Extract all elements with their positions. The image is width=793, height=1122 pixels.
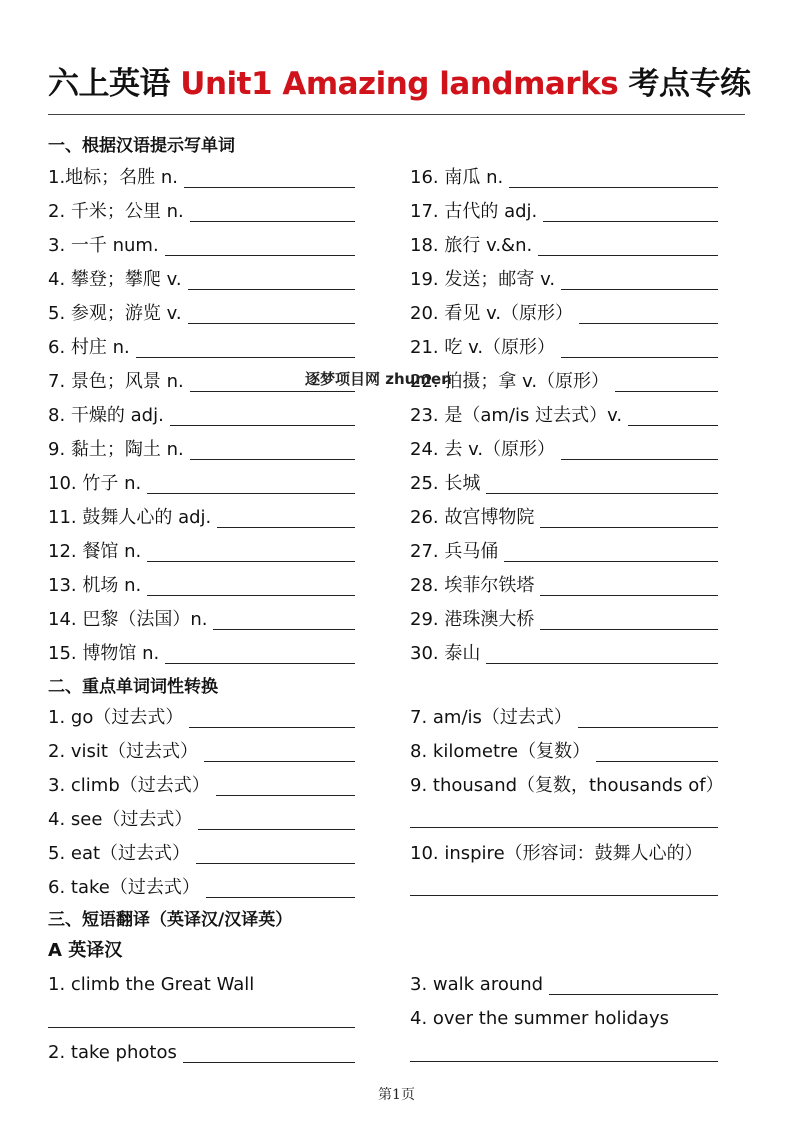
answer-blank[interactable] <box>190 203 355 222</box>
vocab-item-15: 15. 博物馆 n. <box>48 642 355 666</box>
answer-blank[interactable] <box>410 894 718 896</box>
answer-blank[interactable] <box>504 543 718 562</box>
worksheet-title <box>48 58 750 103</box>
answer-blank[interactable] <box>561 339 718 358</box>
vocab-item-29: 29. 港珠澳大桥 <box>410 608 718 632</box>
answer-blank[interactable] <box>48 1026 355 1028</box>
vocab-item-5: 5. 参观；游览 v. <box>48 302 355 326</box>
vocab-item-7: 7. 景色；风景 n. <box>48 370 355 394</box>
title-prefix: 六上英语 <box>48 66 181 102</box>
conversion-item-5: 5. eat（过去式） <box>48 842 355 866</box>
vocab-item-27: 27. 兵马俑 <box>410 540 718 564</box>
answer-blank[interactable] <box>217 509 355 528</box>
vocab-item-20: 20. 看见 v.（原形） <box>410 302 718 326</box>
conversion-item-1: 1. go（过去式） <box>48 706 355 730</box>
vocab-item-9: 9. 黏土；陶土 n. <box>48 438 355 462</box>
answer-blank[interactable] <box>540 509 718 528</box>
vocab-item-11: 11. 鼓舞人心的 adj. <box>48 506 355 530</box>
section3-heading: 三、短语翻译（英译汉/汉译英） <box>48 910 293 930</box>
vocab-item-23: 23. 是（am/is 过去式）v. <box>410 404 718 428</box>
answer-blank[interactable] <box>410 1060 718 1062</box>
answer-blank[interactable] <box>170 407 355 426</box>
vocab-item-19: 19. 发送；邮寄 v. <box>410 268 718 292</box>
vocab-item-6: 6. 村庄 n. <box>48 336 355 360</box>
answer-blank[interactable] <box>561 271 718 290</box>
answer-blank[interactable] <box>549 976 718 995</box>
answer-blank[interactable] <box>136 339 355 358</box>
phrase-item-3: 3. walk around <box>410 973 718 997</box>
answer-blank[interactable] <box>538 237 718 256</box>
phrase-item-4: 4. over the summer holidays <box>410 1008 669 1029</box>
vocab-item-17: 17. 古代的 adj. <box>410 200 718 224</box>
answer-blank[interactable] <box>184 169 355 188</box>
vocab-item-28: 28. 埃菲尔铁塔 <box>410 574 718 598</box>
subsection-a-heading: A 英译汉 <box>48 940 123 961</box>
answer-blank[interactable] <box>165 645 355 664</box>
answer-blank[interactable] <box>206 879 355 898</box>
answer-blank[interactable] <box>216 777 355 796</box>
answer-blank[interactable] <box>147 543 355 562</box>
answer-blank[interactable] <box>188 305 355 324</box>
vocab-item-25: 25. 长城 <box>410 472 718 496</box>
answer-blank[interactable] <box>578 709 718 728</box>
title-unit: Unit1 Amazing landmarks <box>180 66 619 102</box>
vocab-item-8: 8. 干燥的 adj. <box>48 404 355 428</box>
section1-heading: 一、根据汉语提示写单词 <box>48 136 235 156</box>
vocab-item-16: 16. 南瓜 n. <box>410 166 718 190</box>
answer-blank[interactable] <box>204 743 355 762</box>
answer-blank[interactable] <box>540 611 718 630</box>
answer-blank[interactable] <box>543 203 718 222</box>
phrase-item-2: 2. take photos <box>48 1041 355 1065</box>
conversion-item-7: 7. am/is（过去式） <box>410 706 718 730</box>
answer-blank[interactable] <box>165 237 355 256</box>
answer-blank[interactable] <box>540 577 718 596</box>
answer-blank[interactable] <box>486 645 718 664</box>
conversion-item-2: 2. visit（过去式） <box>48 740 355 764</box>
vocab-item-13: 13. 机场 n. <box>48 574 355 598</box>
answer-blank[interactable] <box>198 811 355 830</box>
conversion-item-9: 9. thousand（复数，thousands of） <box>410 775 724 796</box>
answer-blank[interactable] <box>615 373 718 392</box>
vocab-item-4: 4. 攀登；攀爬 v. <box>48 268 355 292</box>
section2-heading: 二、重点单词词性转换 <box>48 677 218 697</box>
answer-blank[interactable] <box>196 845 355 864</box>
watermark-text: 逐梦项目网 zhumen <box>305 370 452 388</box>
answer-blank[interactable] <box>628 407 718 426</box>
answer-blank[interactable] <box>183 1044 355 1063</box>
answer-blank[interactable] <box>147 475 355 494</box>
answer-blank[interactable] <box>509 169 718 188</box>
conversion-item-6: 6. take（过去式） <box>48 876 355 900</box>
conversion-item-10: 10. inspire（形容词：鼓舞人心的） <box>410 843 703 864</box>
answer-blank[interactable] <box>189 709 355 728</box>
title-suffix: 考点专练 <box>618 66 751 102</box>
answer-blank[interactable] <box>410 826 718 828</box>
vocab-item-22: 22. 拍摄；拿 v.（原形） <box>410 370 718 394</box>
answer-blank[interactable] <box>190 441 355 460</box>
title-divider <box>48 114 745 115</box>
answer-blank[interactable] <box>188 271 355 290</box>
answer-blank[interactable] <box>579 305 718 324</box>
answer-blank[interactable] <box>486 475 718 494</box>
conversion-item-8: 8. kilometre（复数） <box>410 740 718 764</box>
vocab-item-1: 1.地标；名胜 n. <box>48 166 355 190</box>
vocab-item-2: 2. 千米；公里 n. <box>48 200 355 224</box>
page-number: 第1页 <box>378 1087 415 1103</box>
vocab-item-30: 30. 泰山 <box>410 642 718 666</box>
conversion-item-4: 4. see（过去式） <box>48 808 355 832</box>
vocab-item-10: 10. 竹子 n. <box>48 472 355 496</box>
answer-blank[interactable] <box>561 441 718 460</box>
vocab-item-12: 12. 餐馆 n. <box>48 540 355 564</box>
answer-blank[interactable] <box>213 611 355 630</box>
vocab-item-18: 18. 旅行 v.&n. <box>410 234 718 258</box>
conversion-item-3: 3. climb（过去式） <box>48 774 355 798</box>
answer-blank[interactable] <box>147 577 355 596</box>
vocab-item-21: 21. 吃 v.（原形） <box>410 336 718 360</box>
vocab-item-24: 24. 去 v.（原形） <box>410 438 718 462</box>
vocab-item-3: 3. 一千 num. <box>48 234 355 258</box>
phrase-item-1: 1. climb the Great Wall <box>48 974 255 995</box>
answer-blank[interactable] <box>596 743 718 762</box>
vocab-item-14: 14. 巴黎（法国）n. <box>48 608 355 632</box>
vocab-item-26: 26. 故宫博物院 <box>410 506 718 530</box>
